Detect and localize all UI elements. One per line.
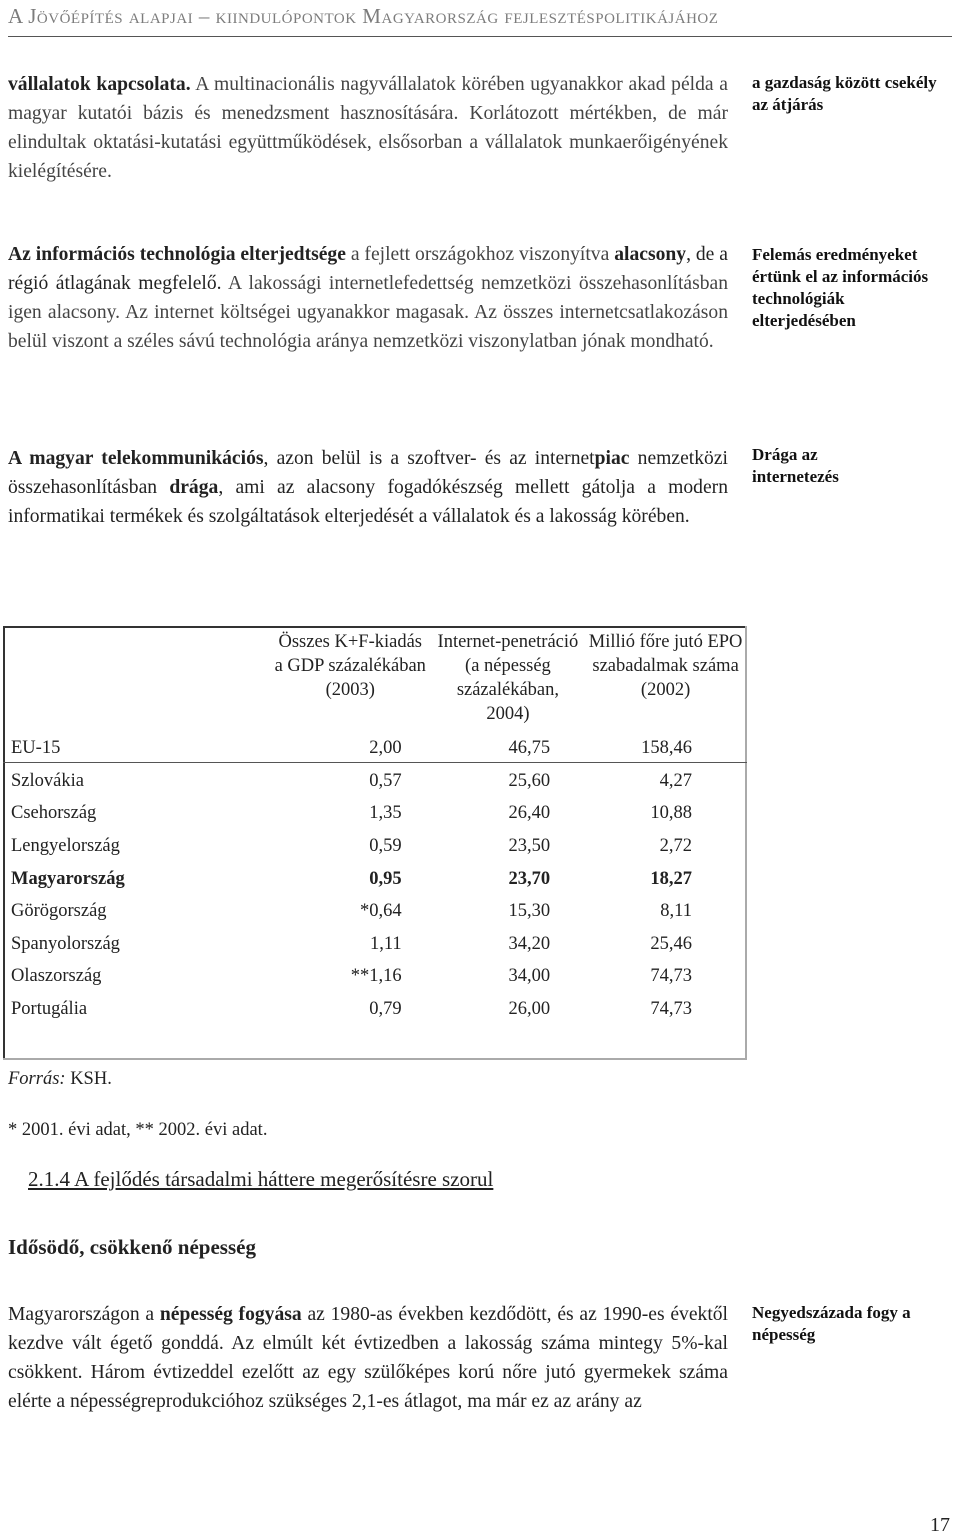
paragraph-4 xyxy=(8,1300,728,1416)
rd-spending-cell: 1,35 xyxy=(369,803,402,824)
patents-cell: 18,27 xyxy=(650,868,692,889)
section-number: 2.1.4 xyxy=(28,1167,70,1191)
rd-spending-cell: 0,57 xyxy=(369,770,402,791)
section-heading xyxy=(28,1167,493,1192)
patents-cell: 74,73 xyxy=(650,999,692,1020)
internet-penetration-cell: 34,20 xyxy=(508,933,551,954)
patents-cell: 10,88 xyxy=(650,803,692,824)
paragraph-3-bold-3: drága xyxy=(169,477,219,498)
paragraph-2 xyxy=(8,240,728,356)
header-patents: Millió főre jutó EPO szabadalmak száma (2002) xyxy=(588,632,743,700)
rd-spending-cell: 0,59 xyxy=(369,836,402,857)
section-title: A fejlődés társadalmi háttere megerősítésre szorul xyxy=(70,1167,494,1191)
paragraph-2-bold-1: Az információs technológia elterjedtsége xyxy=(8,244,346,265)
internet-penetration-cell: 25,60 xyxy=(508,770,551,791)
table-footnote: * 2001. évi adat, ** 2002. évi adat. xyxy=(8,1120,268,1140)
margin-note-1: a gazdaság között csekély az átjárás xyxy=(752,73,937,114)
paragraph-3 xyxy=(8,444,728,531)
table-row xyxy=(3,797,747,830)
patents-cell: 25,46 xyxy=(650,933,692,954)
margin-note-2: Felemás eredményeket értünk el az információs technológiák elterjedésében xyxy=(752,245,929,330)
patents-cell: 8,11 xyxy=(660,901,692,922)
table-row xyxy=(3,928,747,961)
table-row xyxy=(3,960,747,993)
table-row xyxy=(3,765,747,798)
internet-penetration-cell: 15,30 xyxy=(508,901,551,922)
rd-spending-cell: **1,16 xyxy=(350,966,402,987)
paragraph-2-text-2: , de a régió átlagának megfelelő. xyxy=(8,244,728,294)
rd-spending-cell: 2,00 xyxy=(369,738,402,759)
country-cell: Olaszország xyxy=(11,966,102,987)
country-cell: Portugália xyxy=(11,999,88,1020)
internet-penetration-cell: 46,75 xyxy=(508,738,551,759)
table-border-bottom xyxy=(3,1058,747,1060)
paragraph-2-text-3: A lakossági internetlefedettség nemzetközi összehasonlításban igen alacsony. Az internet költségei ugyanakkor magasak. Az összes internetcsatlakozáson belül viszont a széles sávú technológia aránya nemzetközi viszonylatban jónak mondható. xyxy=(8,273,729,352)
patents-cell: 158,46 xyxy=(641,738,692,759)
country-cell: Magyarország xyxy=(11,868,125,889)
internet-penetration-cell: 26,00 xyxy=(508,999,551,1020)
internet-penetration-cell: 26,40 xyxy=(508,803,551,824)
sub-heading: Idősödő, csökkenő népesség xyxy=(8,1235,256,1259)
country-cell: Lengyelország xyxy=(11,836,120,857)
internet-penetration-cell: 34,00 xyxy=(508,966,551,987)
margin-note-4: Negyedszázada fogy a népesség xyxy=(752,1303,911,1344)
paragraph-4-text-2: az 1980-as években kezdődött, és az 1990-es évektől kezdve vált égető gonddá. Az elmúlt két évtizedben a lakosság száma mintegy 5%-kal csökkent. Három évtizeddel ezelőtt az egy szülőképes korú nőre jutó gyermekek száma elérte a népességreprodukcióhoz szükséges 2,1-es átlagot, ma már ez az arány az xyxy=(8,1304,728,1412)
table-row xyxy=(3,895,747,928)
header-rd-spending: Összes K+F-kiadás a GDP százalékában (2003) xyxy=(274,632,426,700)
table-row xyxy=(3,732,747,765)
paragraph-3-bold-2: piac xyxy=(594,448,630,469)
paragraph-3-text-2: nemzetközi összehasonlításban xyxy=(8,448,728,498)
internet-penetration-cell: 23,50 xyxy=(508,836,551,857)
paragraph-3-text-1: , azon belül is a szoftver- és az internet xyxy=(263,448,595,469)
rd-spending-cell: *0,64 xyxy=(360,901,402,922)
statistics-table xyxy=(3,626,747,1025)
running-header: A Jövőépítés alapjai – kiindulópontok Magyarország fejlesztéspolitikájához xyxy=(8,2,952,37)
paragraph-2-bold-2: alacsony xyxy=(614,244,687,265)
internet-penetration-cell: 23,70 xyxy=(508,868,551,889)
paragraph-4-text-1: Magyarországon a xyxy=(8,1304,160,1325)
country-cell: Görögország xyxy=(11,901,107,922)
table-row xyxy=(3,830,747,863)
paragraph-3-bold-1: A magyar telekommunikációs xyxy=(8,448,264,469)
rd-spending-cell: 0,79 xyxy=(369,999,402,1020)
country-cell: Spanyolország xyxy=(11,933,120,954)
header-internet-penetration: Internet-penetráció (a népesség százalékában, 2004) xyxy=(437,632,579,724)
paragraph-3-text-3: , ami az alacsony fogadókészség mellett gátolja a modern informatikai termékek és szolgáltatások elterjedését a vállalatok és a lakosság körében. xyxy=(8,477,728,527)
paragraph-1-bold: vállalatok kapcsolata. xyxy=(8,74,191,95)
patents-cell: 2,72 xyxy=(659,836,692,857)
page-number: 17 xyxy=(930,1514,950,1536)
source-label: Forrás: xyxy=(8,1069,66,1089)
patents-cell: 74,73 xyxy=(650,966,692,987)
rd-spending-cell: 0,95 xyxy=(369,868,402,889)
header-country xyxy=(3,626,269,732)
margin-note-3: Drága az internetezés xyxy=(752,445,839,486)
paragraph-1-text: A multinacionális nagyvállalatok körében ugyanakkor akad példa a magyar kutatói bázis és menedzsment hasznosítására. Korlátozott mértékben, de már elindultak oktatási-kutatási együttműködések, elsősorban a vállalatok munkaerőigényének kielégítésére. xyxy=(8,74,728,182)
country-cell: Szlovákia xyxy=(11,770,84,791)
paragraph-1 xyxy=(8,70,728,186)
table-row xyxy=(3,862,747,895)
patents-cell: 4,27 xyxy=(659,770,692,791)
paragraph-4-bold: népesség fogyása xyxy=(159,1304,302,1325)
table-source xyxy=(8,1069,112,1090)
country-cell: Csehország xyxy=(11,803,97,824)
table-row xyxy=(3,993,747,1026)
paragraph-2-text-1: a fejlett országokhoz viszonyítva xyxy=(345,244,615,265)
country-cell: EU-15 xyxy=(11,738,61,759)
source-value: KSH. xyxy=(65,1069,112,1089)
table-body xyxy=(3,732,747,1025)
rd-spending-cell: 1,11 xyxy=(369,933,402,954)
table-header-row xyxy=(3,626,747,732)
